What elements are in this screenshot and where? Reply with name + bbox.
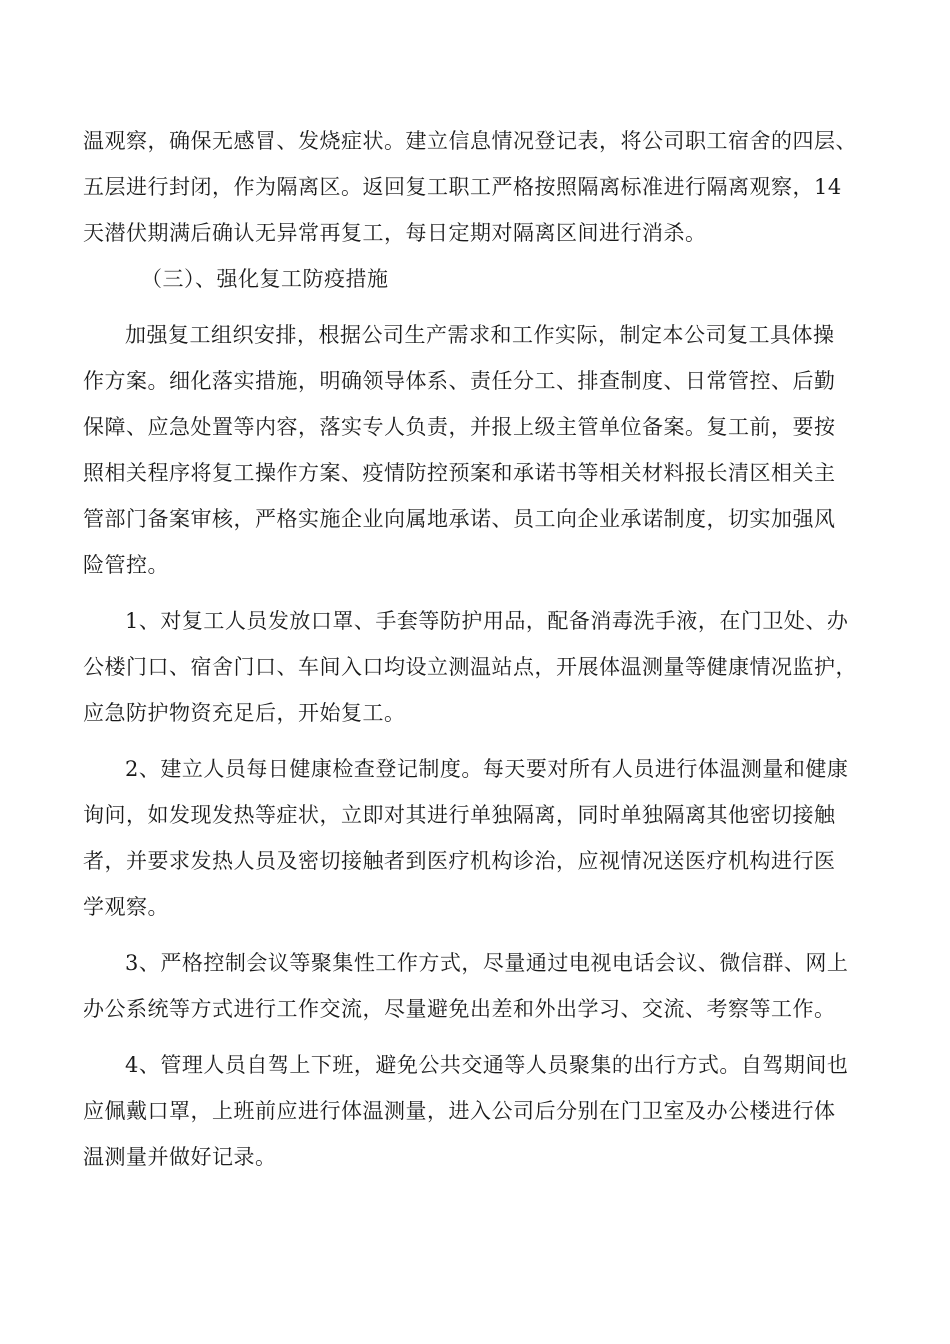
text-line: 学观察。	[83, 895, 169, 919]
text-line: 天潜伏期满后确认无异常再复工，每日定期对隔离区间进行消杀。	[83, 221, 707, 245]
text-line: 险管控。	[83, 553, 169, 577]
list-item-4	[83, 1042, 883, 1180]
text-line: 3、严格控制会议等聚集性工作方式，尽量通过电视电话会议、微信群、网上	[125, 951, 849, 975]
section-heading: （三）、强化复工防疫措施	[141, 267, 389, 291]
text-line: 温测量并做好记录。	[83, 1145, 277, 1169]
list-item-1	[83, 598, 883, 736]
text-line: 1、对复工人员发放口罩、手套等防护用品，配备消毒洗手液，在门卫处、办	[125, 609, 849, 633]
text-line: 者，并要求发热人员及密切接触者到医疗机构诊治，应视情况送医疗机构进行医	[83, 849, 836, 873]
text-line: 加强复工组织安排，根据公司生产需求和工作实际，制定本公司复工具体操	[125, 323, 835, 347]
continuation-paragraph	[83, 118, 883, 256]
text-line: 管部门备案审核，严格实施企业向属地承诺、员工向企业承诺制度，切实加强风	[83, 507, 836, 531]
text-line: 照相关程序将复工操作方案、疫情防控预案和承诺书等相关材料报长清区相关主	[83, 461, 836, 485]
text-line: 五层进行封闭，作为隔离区。返回复工职工严格按照隔离标准进行隔离观察，14	[83, 175, 842, 199]
text-line: 询问，如发现发热等症状，立即对其进行单独隔离，同时单独隔离其他密切接触	[83, 803, 836, 827]
list-item-2	[83, 746, 883, 930]
text-line: 应佩戴口罩，上班前应进行体温测量，进入公司后分别在门卫室及办公楼进行体	[83, 1099, 836, 1123]
text-line: 温观察，确保无感冒、发烧症状。建立信息情况登记表，将公司职工宿舍的四层、	[83, 129, 857, 153]
text-line: 作方案。细化落实措施，明确领导体系、责任分工、排查制度、日常管控、后勤	[83, 369, 836, 393]
list-item-3	[83, 940, 883, 1032]
intro-paragraph	[83, 312, 883, 588]
text-line: 公楼门口、宿舍门口、车间入口均设立测温站点，开展体温测量等健康情况监护，	[83, 655, 857, 679]
text-line: 2、建立人员每日健康检查登记制度。每天要对所有人员进行体温测量和健康	[125, 757, 849, 781]
text-line: 办公系统等方式进行工作交流，尽量避免出差和外出学习、交流、考察等工作。	[83, 997, 836, 1021]
document-body	[83, 118, 883, 1180]
text-line: 4、管理人员自驾上下班，避免公共交通等人员聚集的出行方式。自驾期间也	[125, 1053, 849, 1077]
text-line: 保障、应急处置等内容，落实专人负责，并报上级主管单位备案。复工前，要按	[83, 415, 836, 439]
text-line: 应急防护物资充足后，开始复工。	[83, 701, 406, 725]
